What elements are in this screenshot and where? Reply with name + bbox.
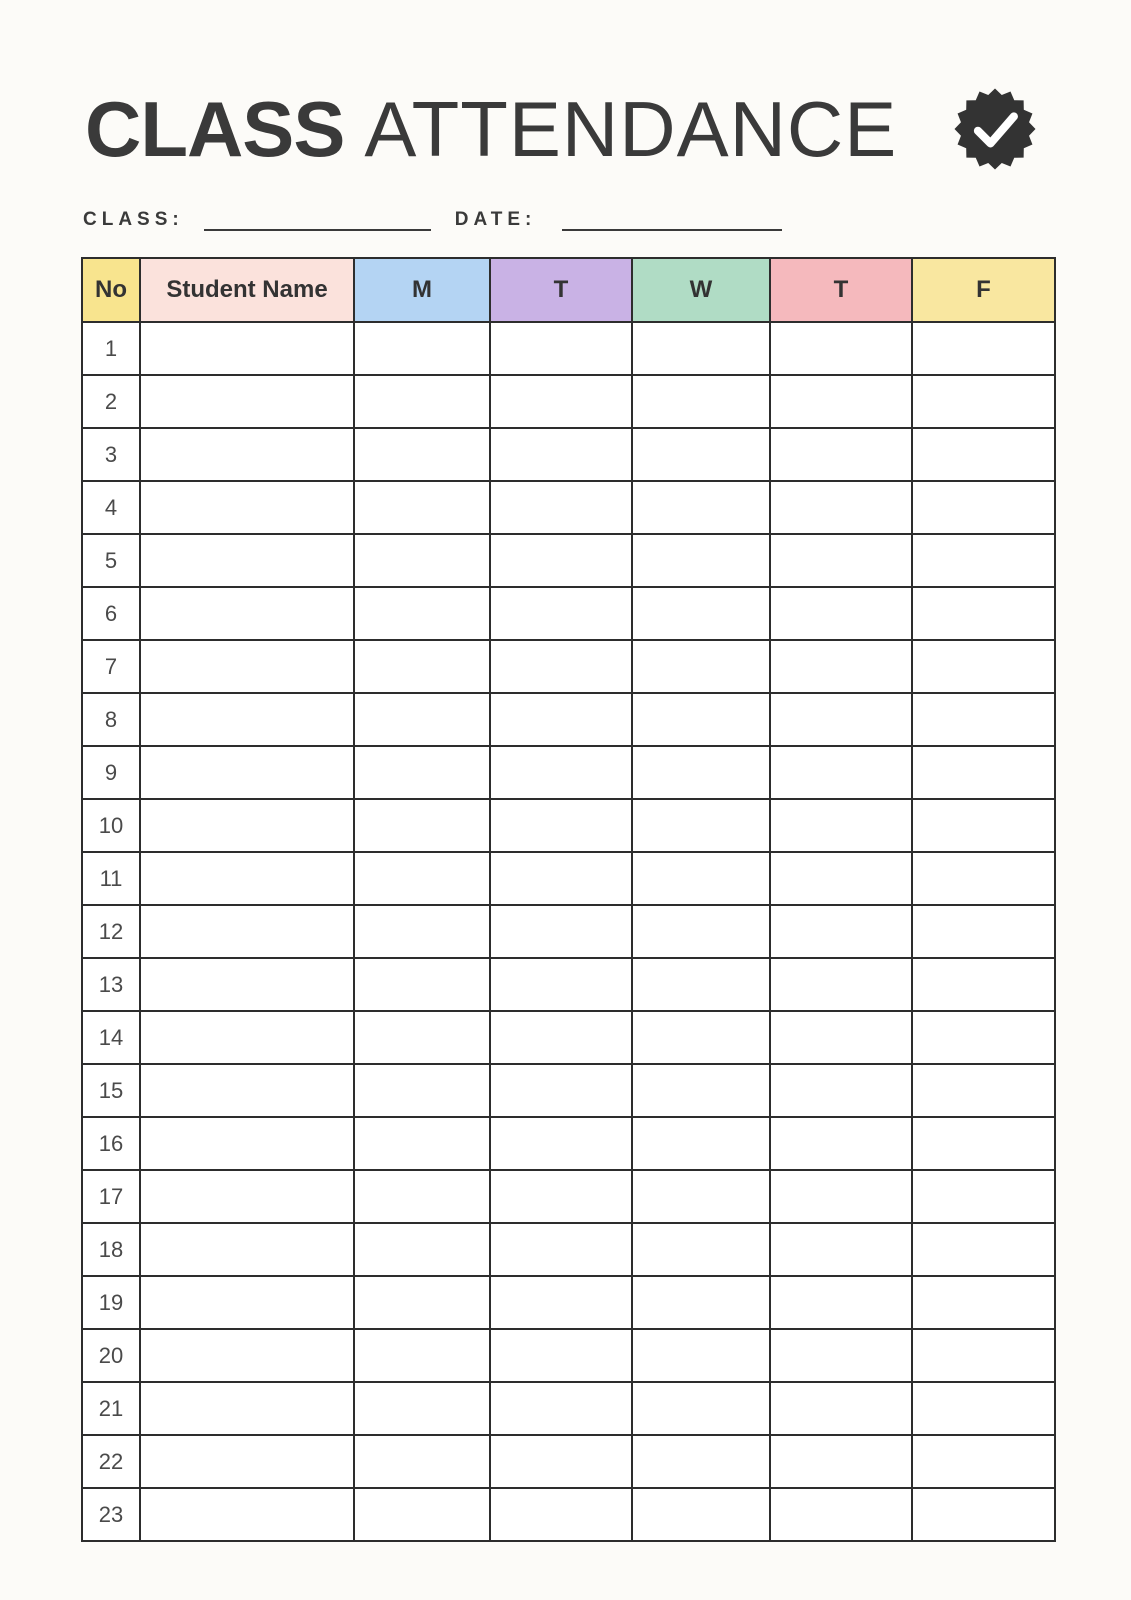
empty-cell-friday[interactable]: [912, 1488, 1055, 1541]
empty-cell-student-name[interactable]: [140, 1382, 354, 1435]
empty-cell-tuesday[interactable]: [490, 905, 632, 958]
empty-cell-thursday[interactable]: [770, 746, 912, 799]
empty-cell-tuesday[interactable]: [490, 746, 632, 799]
empty-cell-wednesday[interactable]: [632, 640, 770, 693]
empty-cell-wednesday[interactable]: [632, 1382, 770, 1435]
empty-cell-tuesday[interactable]: [490, 322, 632, 375]
empty-cell-tuesday[interactable]: [490, 1117, 632, 1170]
empty-cell-tuesday[interactable]: [490, 1276, 632, 1329]
empty-cell-tuesday[interactable]: [490, 1329, 632, 1382]
empty-cell-wednesday[interactable]: [632, 1064, 770, 1117]
empty-cell-student-name[interactable]: [140, 905, 354, 958]
badge-seal-shape: [955, 89, 1036, 170]
empty-cell-thursday[interactable]: [770, 799, 912, 852]
empty-cell-student-name[interactable]: [140, 1064, 354, 1117]
column-header-thursday: T: [770, 258, 912, 322]
class-date-form: [83, 205, 782, 231]
empty-cell-thursday[interactable]: [770, 905, 912, 958]
empty-cell-monday[interactable]: [354, 1382, 490, 1435]
empty-cell-friday[interactable]: [912, 958, 1055, 1011]
empty-cell-thursday[interactable]: [770, 640, 912, 693]
empty-cell-friday[interactable]: [912, 1117, 1055, 1170]
empty-cell-tuesday[interactable]: [490, 799, 632, 852]
empty-cell-friday[interactable]: [912, 375, 1055, 428]
empty-cell-monday[interactable]: [354, 375, 490, 428]
empty-cell-friday[interactable]: [912, 1170, 1055, 1223]
empty-cell-student-name[interactable]: [140, 693, 354, 746]
empty-cell-student-name[interactable]: [140, 1117, 354, 1170]
empty-cell-monday[interactable]: [354, 428, 490, 481]
empty-cell-thursday[interactable]: [770, 958, 912, 1011]
empty-cell-wednesday[interactable]: [632, 1011, 770, 1064]
table-row: [82, 905, 1055, 958]
empty-cell-student-name[interactable]: [140, 1170, 354, 1223]
empty-cell-wednesday[interactable]: [632, 852, 770, 905]
empty-cell-tuesday[interactable]: [490, 1488, 632, 1541]
empty-cell-friday[interactable]: [912, 1382, 1055, 1435]
empty-cell-wednesday[interactable]: [632, 799, 770, 852]
row-number-cell: 20: [82, 1329, 140, 1382]
empty-cell-tuesday[interactable]: [490, 640, 632, 693]
row-number-cell: 16: [82, 1117, 140, 1170]
empty-cell-friday[interactable]: [912, 905, 1055, 958]
empty-cell-tuesday[interactable]: [490, 1170, 632, 1223]
empty-cell-friday[interactable]: [912, 534, 1055, 587]
empty-cell-thursday[interactable]: [770, 481, 912, 534]
date-label: DATE:: [454, 209, 537, 230]
column-header-tuesday: T: [490, 258, 632, 322]
empty-cell-student-name[interactable]: [140, 1276, 354, 1329]
empty-cell-friday[interactable]: [912, 746, 1055, 799]
page-header: [85, 84, 1040, 174]
empty-cell-wednesday[interactable]: [632, 587, 770, 640]
row-number-cell: 2: [82, 375, 140, 428]
empty-cell-wednesday[interactable]: [632, 534, 770, 587]
empty-cell-monday[interactable]: [354, 587, 490, 640]
class-fill-in-line[interactable]: [204, 207, 431, 231]
empty-cell-thursday[interactable]: [770, 693, 912, 746]
table-row: [82, 1170, 1055, 1223]
empty-cell-thursday[interactable]: [770, 1223, 912, 1276]
empty-cell-thursday[interactable]: [770, 1382, 912, 1435]
empty-cell-monday[interactable]: [354, 693, 490, 746]
table-row: [82, 1488, 1055, 1541]
page-title-attendance: ATTENDANCE: [364, 85, 898, 173]
empty-cell-tuesday[interactable]: [490, 1382, 632, 1435]
empty-cell-thursday[interactable]: [770, 1488, 912, 1541]
empty-cell-friday[interactable]: [912, 1223, 1055, 1276]
table-row: [82, 640, 1055, 693]
table-row: [82, 958, 1055, 1011]
empty-cell-wednesday[interactable]: [632, 481, 770, 534]
table-row: [82, 1064, 1055, 1117]
empty-cell-tuesday[interactable]: [490, 1064, 632, 1117]
table-head: [82, 258, 1055, 322]
empty-cell-monday[interactable]: [354, 1276, 490, 1329]
row-number-cell: 14: [82, 1011, 140, 1064]
empty-cell-student-name[interactable]: [140, 1011, 354, 1064]
check-seal-icon: [950, 84, 1040, 174]
table-row: [82, 799, 1055, 852]
empty-cell-thursday[interactable]: [770, 322, 912, 375]
empty-cell-wednesday[interactable]: [632, 1435, 770, 1488]
table-row: [82, 587, 1055, 640]
table-row: [82, 1117, 1055, 1170]
table-row: [82, 1223, 1055, 1276]
empty-cell-student-name[interactable]: [140, 1329, 354, 1382]
table-row: [82, 1382, 1055, 1435]
empty-cell-monday[interactable]: [354, 852, 490, 905]
row-number-cell: 21: [82, 1382, 140, 1435]
empty-cell-friday[interactable]: [912, 1329, 1055, 1382]
class-label: CLASS:: [83, 209, 184, 230]
empty-cell-tuesday[interactable]: [490, 428, 632, 481]
table-row: [82, 481, 1055, 534]
header-row: [82, 258, 1055, 322]
row-number-cell: 15: [82, 1064, 140, 1117]
table-row: [82, 1435, 1055, 1488]
empty-cell-wednesday[interactable]: [632, 1276, 770, 1329]
empty-cell-student-name[interactable]: [140, 1223, 354, 1276]
table-row: [82, 534, 1055, 587]
table-row: [82, 1329, 1055, 1382]
empty-cell-monday[interactable]: [354, 1170, 490, 1223]
empty-cell-monday[interactable]: [354, 1329, 490, 1382]
empty-cell-thursday[interactable]: [770, 428, 912, 481]
empty-cell-thursday[interactable]: [770, 375, 912, 428]
table-row: [82, 852, 1055, 905]
empty-cell-friday[interactable]: [912, 481, 1055, 534]
empty-cell-friday[interactable]: [912, 852, 1055, 905]
empty-cell-student-name[interactable]: [140, 1435, 354, 1488]
row-number-cell: 18: [82, 1223, 140, 1276]
empty-cell-student-name[interactable]: [140, 1488, 354, 1541]
row-number-cell: 9: [82, 746, 140, 799]
empty-cell-thursday[interactable]: [770, 1329, 912, 1382]
empty-cell-thursday[interactable]: [770, 534, 912, 587]
empty-cell-tuesday[interactable]: [490, 1435, 632, 1488]
empty-cell-tuesday[interactable]: [490, 1223, 632, 1276]
table-row: [82, 746, 1055, 799]
empty-cell-wednesday[interactable]: [632, 905, 770, 958]
empty-cell-friday[interactable]: [912, 1276, 1055, 1329]
table-row: [82, 1276, 1055, 1329]
column-header-student-name: Student Name: [140, 258, 354, 322]
empty-cell-monday[interactable]: [354, 481, 490, 534]
empty-cell-friday[interactable]: [912, 1064, 1055, 1117]
column-header-no: No: [82, 258, 140, 322]
row-number-cell: 8: [82, 693, 140, 746]
empty-cell-monday[interactable]: [354, 1488, 490, 1541]
empty-cell-tuesday[interactable]: [490, 852, 632, 905]
row-number-cell: 13: [82, 958, 140, 1011]
date-fill-in-line[interactable]: [562, 207, 782, 231]
row-number-cell: 3: [82, 428, 140, 481]
empty-cell-student-name[interactable]: [140, 322, 354, 375]
empty-cell-wednesday[interactable]: [632, 958, 770, 1011]
row-number-cell: 23: [82, 1488, 140, 1541]
empty-cell-student-name[interactable]: [140, 587, 354, 640]
empty-cell-friday[interactable]: [912, 428, 1055, 481]
empty-cell-student-name[interactable]: [140, 534, 354, 587]
empty-cell-monday[interactable]: [354, 905, 490, 958]
empty-cell-wednesday[interactable]: [632, 1223, 770, 1276]
empty-cell-tuesday[interactable]: [490, 375, 632, 428]
empty-cell-thursday[interactable]: [770, 1011, 912, 1064]
empty-cell-student-name[interactable]: [140, 958, 354, 1011]
empty-cell-wednesday[interactable]: [632, 322, 770, 375]
empty-cell-thursday[interactable]: [770, 1276, 912, 1329]
empty-cell-wednesday[interactable]: [632, 746, 770, 799]
empty-cell-thursday[interactable]: [770, 1064, 912, 1117]
empty-cell-friday[interactable]: [912, 587, 1055, 640]
empty-cell-tuesday[interactable]: [490, 587, 632, 640]
row-number-cell: 5: [82, 534, 140, 587]
empty-cell-student-name[interactable]: [140, 799, 354, 852]
empty-cell-monday[interactable]: [354, 958, 490, 1011]
empty-cell-tuesday[interactable]: [490, 958, 632, 1011]
empty-cell-monday[interactable]: [354, 640, 490, 693]
empty-cell-wednesday[interactable]: [632, 1117, 770, 1170]
empty-cell-thursday[interactable]: [770, 587, 912, 640]
empty-cell-monday[interactable]: [354, 1435, 490, 1488]
empty-cell-monday[interactable]: [354, 534, 490, 587]
empty-cell-monday[interactable]: [354, 1064, 490, 1117]
empty-cell-tuesday[interactable]: [490, 1011, 632, 1064]
empty-cell-thursday[interactable]: [770, 1117, 912, 1170]
row-number-cell: 4: [82, 481, 140, 534]
row-number-cell: 22: [82, 1435, 140, 1488]
empty-cell-wednesday[interactable]: [632, 1170, 770, 1223]
empty-cell-wednesday[interactable]: [632, 375, 770, 428]
empty-cell-friday[interactable]: [912, 322, 1055, 375]
table-row: [82, 375, 1055, 428]
empty-cell-wednesday[interactable]: [632, 1329, 770, 1382]
empty-cell-wednesday[interactable]: [632, 428, 770, 481]
empty-cell-tuesday[interactable]: [490, 481, 632, 534]
empty-cell-student-name[interactable]: [140, 481, 354, 534]
empty-cell-tuesday[interactable]: [490, 693, 632, 746]
empty-cell-monday[interactable]: [354, 1117, 490, 1170]
column-header-monday: M: [354, 258, 490, 322]
empty-cell-monday[interactable]: [354, 1223, 490, 1276]
empty-cell-tuesday[interactable]: [490, 534, 632, 587]
empty-cell-student-name[interactable]: [140, 375, 354, 428]
empty-cell-monday[interactable]: [354, 746, 490, 799]
page-title-class: CLASS: [85, 85, 345, 173]
row-number-cell: 19: [82, 1276, 140, 1329]
column-header-wednesday: W: [632, 258, 770, 322]
row-number-cell: 1: [82, 322, 140, 375]
empty-cell-friday[interactable]: [912, 693, 1055, 746]
empty-cell-student-name[interactable]: [140, 428, 354, 481]
table-row: [82, 693, 1055, 746]
attendance-table: [81, 257, 1056, 1542]
empty-cell-wednesday[interactable]: [632, 693, 770, 746]
row-number-cell: 11: [82, 852, 140, 905]
empty-cell-student-name[interactable]: [140, 640, 354, 693]
empty-cell-thursday[interactable]: [770, 1435, 912, 1488]
empty-cell-friday[interactable]: [912, 640, 1055, 693]
empty-cell-student-name[interactable]: [140, 852, 354, 905]
empty-cell-wednesday[interactable]: [632, 1488, 770, 1541]
table-row: [82, 322, 1055, 375]
table-row: [82, 428, 1055, 481]
table-row: [82, 1011, 1055, 1064]
column-header-friday: F: [912, 258, 1055, 322]
row-number-cell: 10: [82, 799, 140, 852]
empty-cell-thursday[interactable]: [770, 852, 912, 905]
empty-cell-monday[interactable]: [354, 1011, 490, 1064]
row-number-cell: 17: [82, 1170, 140, 1223]
empty-cell-monday[interactable]: [354, 322, 490, 375]
row-number-cell: 12: [82, 905, 140, 958]
table-body: [82, 322, 1055, 1541]
empty-cell-friday[interactable]: [912, 1011, 1055, 1064]
empty-cell-thursday[interactable]: [770, 1170, 912, 1223]
page-title: [85, 85, 898, 173]
row-number-cell: 6: [82, 587, 140, 640]
row-number-cell: 7: [82, 640, 140, 693]
empty-cell-monday[interactable]: [354, 799, 490, 852]
empty-cell-student-name[interactable]: [140, 746, 354, 799]
empty-cell-friday[interactable]: [912, 1435, 1055, 1488]
empty-cell-friday[interactable]: [912, 799, 1055, 852]
